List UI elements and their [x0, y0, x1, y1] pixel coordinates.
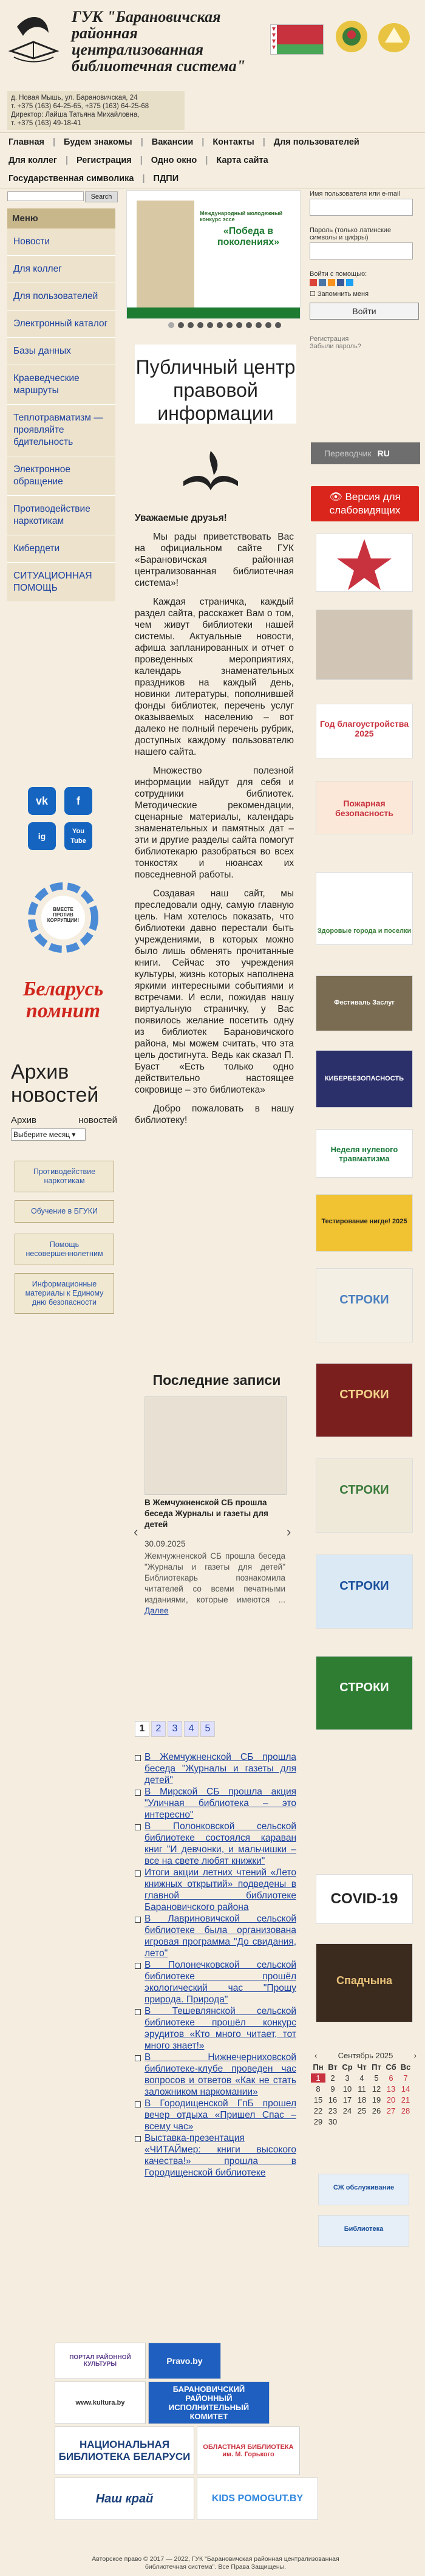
- nav-separator: |: [140, 137, 143, 147]
- tw-login-icon[interactable]: [346, 279, 353, 286]
- remember-me[interactable]: ☐ Запомнить меня: [310, 290, 369, 298]
- partner-logo[interactable]: KIDS POMOGUT.BY: [197, 2478, 318, 2520]
- nav-row-3: [0, 170, 425, 188]
- right-banner[interactable]: Здоровые города и поселки: [316, 872, 413, 945]
- calendar-prev-icon[interactable]: ‹: [314, 2051, 318, 2060]
- contact-phones: т. +375 (163) 64-25-65, +375 (163) 64-25-68: [11, 103, 149, 110]
- page-link[interactable]: 5: [200, 1721, 215, 1737]
- slider-dot[interactable]: [168, 322, 174, 328]
- right-banner[interactable]: Неделя нулевого травматизма: [316, 1129, 413, 1178]
- vk-login-icon[interactable]: [319, 279, 326, 286]
- side-menu: [7, 208, 115, 602]
- carousel-prev-icon[interactable]: ‹: [134, 1524, 138, 1539]
- vk-icon[interactable]: vk: [28, 787, 56, 815]
- news-list-item[interactable]: Выставка-презентация «ЧИТАЙмер: книги высокого качества!» прошла в Городищенской библиотеке: [135, 2132, 296, 2179]
- partner-logo[interactable]: Наш край: [55, 2478, 194, 2520]
- archive-label-right: новостей: [78, 1115, 117, 1125]
- register-link[interactable]: Регистрация: [310, 335, 349, 343]
- slider-subtitle: Международный молодежный конкурс эссе: [200, 210, 283, 222]
- calendar-grid: [311, 2063, 420, 2126]
- nav-state-symbols[interactable]: Государственная символика: [8, 174, 134, 184]
- slider-dot[interactable]: [217, 322, 223, 328]
- calendar-day[interactable]: 15: [313, 2095, 323, 2104]
- nav-pdpi[interactable]: ПДПИ: [153, 174, 179, 184]
- menu-item-cyberkids[interactable]: Кибердети: [7, 535, 115, 563]
- news-list: [135, 1751, 296, 2179]
- image-slider[interactable]: [126, 190, 301, 319]
- calendar-day[interactable]: 17: [342, 2095, 352, 2104]
- welcome-paragraph: Добро пожаловать в нашу библиотеку!: [135, 1104, 294, 1125]
- calendar-day[interactable]: 7: [403, 2073, 408, 2083]
- archive-select-value: Выберите месяц: [13, 1130, 70, 1139]
- slider-bottom-strip: [127, 307, 300, 318]
- partner-logo[interactable]: www.kultura.by: [55, 2382, 146, 2424]
- welcome-paragraph: Создавая наш сайт, мы преследовали одну, самую главную цель. Нам хотелось показать, что библиотеки давно перестали быть учреждениями, в которых можно было лишь обменять прочитанные книги. Сейчас это учреждения культуры, жизнь которых наполнена яркими интересными событиями и встречами. И если, пожидав нашу виртуальную страничку, у Вас появилось желание посетить одну из библиотек Барановичского района, мы можем считать, что эта цель достигнута. Ведь как сказал П. Буаст «Есть только одно действительно настоящее сокровище – это библиотека»: [135, 888, 294, 1095]
- news-more-link[interactable]: Далее: [144, 1606, 169, 1615]
- left-link-anti-drug[interactable]: Противодействие наркотикам: [15, 1161, 114, 1192]
- nav-one-window[interactable]: Одно окно: [151, 156, 197, 165]
- search-form: [7, 191, 117, 201]
- nav-separator: |: [262, 137, 265, 147]
- calendar-day[interactable]: 8: [316, 2084, 321, 2093]
- welcome-paragraph: Мы рады приветствовать Вас на официальном сайте ГУК «Барановичская районная централизованная библиотечная система»!: [135, 532, 294, 588]
- page-link[interactable]: 3: [168, 1721, 182, 1737]
- contacts-block: [7, 91, 185, 130]
- slider-caption: «Победа в поколениях»: [217, 226, 280, 247]
- left-link-bguki[interactable]: Обучение в БГУКИ: [15, 1200, 114, 1223]
- social-login-icons: [310, 279, 420, 286]
- right-banner[interactable]: Пожарная безопасность: [316, 781, 413, 834]
- news-date: 30.09.2025: [144, 1539, 186, 1548]
- nav-about[interactable]: Будем знакомы: [64, 137, 132, 147]
- welcome-paragraph: Каждая страничка, каждый раздел сайта, расскажет Вам о том, чем живут библиотеки нашей системы. Актуальные новости, афиша запланированных и отчет о проведенных мероприятиях, календарь знаменательных праздников на каждый день, новинки литературы, пополнившей фонды библиотек, перечень услуг оказываемых населению – вот далеко не полный перечень рубрик, доступных каждому пользователю нашего сайта.: [135, 597, 294, 757]
- facebook-icon[interactable]: f: [64, 787, 92, 815]
- news-list-item[interactable]: В Жемчужненской СБ прошла беседа "Журналы и газеты для детей": [135, 1751, 296, 1786]
- right-banner[interactable]: СТРОКИ: [316, 1458, 413, 1533]
- slider-dot[interactable]: [236, 322, 242, 328]
- nav-separator: |: [142, 174, 145, 184]
- right-banner[interactable]: [316, 534, 413, 592]
- contact-director-phone: т. +375 (163) 49-18-41: [11, 120, 81, 127]
- menu-item-appeal[interactable]: Электронное обращение: [7, 456, 115, 496]
- archive-title: Архив новостей: [11, 1060, 99, 1107]
- library-logo[interactable]: [5, 9, 63, 72]
- news-list-item[interactable]: В Полонковской сельской библиотеке состоялся караван книг "И девчонки, и мальчишки – все на свете любят книжки": [135, 1821, 296, 1867]
- calendar-day[interactable]: 18: [357, 2095, 367, 2104]
- slider-dot[interactable]: [197, 322, 203, 328]
- slider-photo: [137, 201, 194, 310]
- translator-label: Переводчик: [324, 448, 372, 458]
- ok-login-icon[interactable]: [328, 279, 335, 286]
- nav-row-1: [0, 133, 425, 151]
- nav-separator: |: [65, 156, 68, 165]
- right-banner[interactable]: Тестирование нигде! 2025: [316, 1194, 413, 1252]
- right-banner[interactable]: СТРОКИ: [316, 1554, 413, 1629]
- belarus-remembers-banner[interactable]: Беларусь помнит: [22, 978, 104, 1022]
- news-list-item[interactable]: В Тешевлянской сельской библиотеке прошёл конкурс эрудитов «Кто много читает, тот много знает!»: [135, 2005, 296, 2052]
- partner-logo[interactable]: Pravo.by: [148, 2343, 221, 2379]
- last-entries-title: Последние записи: [152, 1372, 281, 1388]
- calendar-title: Сентябрь 2025: [338, 2051, 393, 2060]
- calendar-day[interactable]: 25: [357, 2106, 367, 2115]
- star-banner-icon: [316, 534, 412, 591]
- coat-of-arms-icon: [334, 18, 369, 55]
- district-emblem-icon: [376, 18, 412, 55]
- news-list-item[interactable]: В Городищенской ГпБ прошел вечер отдыха «Пришел Спас – всему час»: [135, 2098, 296, 2132]
- welcome-heading: Уважаемые друзья!: [135, 513, 227, 523]
- main-nav: [0, 132, 425, 188]
- partner-logo[interactable]: ОБЛАСТНАЯ БИБЛИОТЕКА им. М. Горького: [197, 2427, 300, 2475]
- eye-icon: 👁: [329, 491, 345, 503]
- remember-me-label: Запомнить меня: [317, 290, 369, 298]
- right-banner[interactable]: Год благоустройства 2025: [316, 704, 413, 758]
- menu-item-catalog[interactable]: Электронный каталог: [7, 311, 115, 338]
- slider-dot[interactable]: [275, 322, 281, 328]
- calendar-weekday: Вт: [328, 2063, 338, 2072]
- nav-contacts[interactable]: Контакты: [212, 137, 254, 147]
- nav-separator: |: [52, 137, 56, 147]
- archive-month-select[interactable]: Выберите месяц ▾: [11, 1128, 86, 1141]
- news-carousel: [135, 1396, 294, 1646]
- translator-language: RU: [377, 448, 390, 458]
- menu-item-colleagues[interactable]: Для коллег: [7, 256, 115, 283]
- google-login-icon[interactable]: [310, 279, 317, 286]
- nav-home[interactable]: Главная: [8, 137, 44, 147]
- page-link[interactable]: 1: [135, 1721, 149, 1737]
- anti-corruption-banner[interactable]: [27, 881, 100, 954]
- menu-heading: Меню: [7, 208, 115, 228]
- calendar-day[interactable]: 27: [386, 2106, 396, 2115]
- calendar-day[interactable]: 5: [374, 2073, 379, 2083]
- right-banner[interactable]: СТРОКИ: [316, 1656, 413, 1730]
- slider-dots: [146, 322, 304, 331]
- calendar-day[interactable]: 9: [330, 2084, 335, 2093]
- calendar-weekday: Пт: [372, 2063, 381, 2072]
- site-header: [0, 0, 425, 131]
- news-list-item[interactable]: В Нижнечерниховской библиотеке-клубе проведен час вопросов и ответов «Как не стать заложником наркомании»: [135, 2052, 296, 2098]
- right-banner[interactable]: СТРОКИ: [316, 1268, 413, 1342]
- slider-dot[interactable]: [188, 322, 194, 328]
- welcome-text: [135, 512, 294, 1133]
- copyright: Авторское право © 2017 — 2022, ГУК "Барановичская районная централизованная библиотечная система". Все Права Защищены.: [92, 2555, 339, 2571]
- calendar-day[interactable]: 12: [372, 2084, 381, 2093]
- forgot-password-link[interactable]: Забыли пароль?: [310, 343, 361, 350]
- news-photo[interactable]: [144, 1396, 287, 1495]
- slider-dot[interactable]: [265, 322, 271, 328]
- youtube-icon[interactable]: You Tube: [64, 822, 92, 850]
- right-banner[interactable]: COVID-19: [316, 1874, 413, 1924]
- calendar-day[interactable]: 2: [330, 2073, 335, 2083]
- nav-separator: |: [202, 137, 205, 147]
- news-list-item[interactable]: В Полонечковской сельской библиотеке прошёл экологический час "Прошу природа. Природа": [135, 1959, 296, 2005]
- menu-item-news[interactable]: Новости: [7, 228, 115, 256]
- calendar-day[interactable]: 16: [328, 2095, 338, 2104]
- calendar-day[interactable]: 11: [358, 2084, 366, 2093]
- partner-logo[interactable]: БАРАНОВИЧСКИЙ РАЙОННЫЙ ИСПОЛНИТЕЛЬНЫЙ КОМИТЕТ: [148, 2382, 270, 2424]
- left-link-safety-day[interactable]: Информационные материалы к Единому дню безопасности: [15, 1273, 114, 1314]
- username-input[interactable]: [310, 199, 413, 216]
- calendar-day[interactable]: 20: [386, 2095, 396, 2104]
- right-small-banner[interactable]: Библиотека: [318, 2215, 409, 2247]
- menu-item-anti-drug[interactable]: Противодействие наркотикам: [7, 496, 115, 535]
- nav-colleagues[interactable]: Для коллег: [8, 156, 57, 165]
- news-list-item[interactable]: В Лавриновичской сельской библиотеке была организована игровая программа "До свидания, лето": [135, 1913, 296, 1959]
- menu-item-heat-injury[interactable]: Теплотравматизм — проявляйте бдительность: [7, 405, 115, 456]
- news-title[interactable]: В Жемчужненской СБ прошла беседа Журналы и газеты для детей: [144, 1498, 268, 1529]
- nav-register[interactable]: Регистрация: [76, 156, 132, 165]
- instagram-icon[interactable]: ig: [28, 822, 56, 850]
- calendar-day[interactable]: 1: [311, 2073, 325, 2083]
- slider-dot[interactable]: [256, 322, 262, 328]
- right-banner[interactable]: КИБЕРБЕЗОПАСНОСТЬ: [316, 1050, 413, 1108]
- calendar-day[interactable]: 26: [372, 2106, 381, 2115]
- calendar-day[interactable]: 28: [401, 2106, 410, 2115]
- calendar-weekday: Чт: [357, 2063, 367, 2072]
- calendar-day[interactable]: 29: [313, 2117, 323, 2126]
- slider-dot[interactable]: [246, 322, 252, 328]
- slider-dot[interactable]: [207, 322, 213, 328]
- calendar-day[interactable]: 22: [313, 2106, 323, 2115]
- menu-item-databases[interactable]: Базы данных: [7, 338, 115, 365]
- contact-address: д. Новая Мышь, ул. Барановичская, 24: [11, 94, 138, 101]
- search-input[interactable]: [7, 191, 84, 201]
- password-input[interactable]: [310, 242, 413, 259]
- nav-separator: |: [205, 156, 208, 165]
- welcome-paragraph: Множество полезной информации найдут для себя и сотрудники библиотек. Методические рекомендации, сценарные материалы, календарь знаменательных и памятных дат – эти и другие разделы сайта помогут библиотекарю разобраться во всех тонкостях и нюансах их повседневной работы.: [135, 766, 294, 880]
- belarus-flag-icon: [270, 24, 324, 55]
- partner-logo[interactable]: ПОРТАЛ РАЙОННОЙ КУЛЬТУРЫ: [55, 2343, 146, 2379]
- calendar-weekday: Вс: [400, 2063, 411, 2072]
- menu-item-situational-help[interactable]: СИТУАЦИОННАЯ ПОМОЩЬ: [7, 563, 115, 602]
- calendar-widget: [311, 2051, 420, 2126]
- calendar-day[interactable]: 19: [372, 2095, 381, 2104]
- calendar-day[interactable]: 3: [345, 2073, 350, 2083]
- site-title: ГУК "Барановичская районная централизованная библиотечная система": [72, 8, 246, 75]
- right-banner[interactable]: Спадчына: [316, 1943, 413, 2022]
- archive-label-left: Архив: [11, 1115, 37, 1125]
- password-label: Пароль (только латинские символы и цифры): [310, 227, 392, 241]
- anti-corruption-text: ВМЕСТЕ ПРОТИВ КОРРУПЦИИ!: [47, 907, 80, 923]
- fb-login-icon[interactable]: [337, 279, 344, 286]
- calendar-weekday: Пн: [313, 2063, 324, 2072]
- carousel-next-icon[interactable]: ›: [287, 1524, 291, 1539]
- calendar-next-icon[interactable]: ›: [413, 2051, 416, 2060]
- news-list-item[interactable]: В Мирской СБ прошла акция "Уличная библиотека – это интересно": [135, 1786, 296, 1821]
- nav-vacancies[interactable]: Вакансии: [151, 137, 194, 147]
- open-book-icon: [177, 439, 244, 506]
- page-link[interactable]: 2: [151, 1721, 166, 1737]
- login-form: [310, 190, 420, 350]
- calendar-day[interactable]: 10: [342, 2084, 352, 2093]
- slider-dot[interactable]: [178, 322, 184, 328]
- calendar-day[interactable]: 14: [401, 2084, 410, 2093]
- menu-item-routes[interactable]: Краеведческие маршруты: [7, 365, 115, 405]
- contact-director: Директор: Лайша Татьяна Михайловна,: [11, 111, 140, 118]
- low-vision-label: Версия для слабовидящих: [329, 491, 401, 516]
- calendar-header: [311, 2051, 420, 2060]
- right-banner[interactable]: [316, 610, 413, 680]
- legal-info-center-banner[interactable]: Публичный центр правовой информации: [135, 345, 296, 424]
- slider-dot[interactable]: [226, 322, 233, 328]
- low-vision-button[interactable]: [311, 486, 419, 521]
- page-link[interactable]: 4: [184, 1721, 199, 1737]
- nav-row-2: [0, 151, 425, 170]
- calendar-day[interactable]: 21: [401, 2095, 410, 2104]
- news-excerpt: [144, 1551, 285, 1616]
- partner-logo[interactable]: НАЦИОНАЛЬНАЯ БИБЛИОТЕКА БЕЛАРУСИ: [55, 2427, 194, 2475]
- nav-separator: |: [140, 156, 143, 165]
- username-label: Имя пользователя или e-mail: [310, 190, 400, 197]
- news-excerpt-text: Жемчужненской СБ прошла беседа "Журналы и газеты для детей" Библиотекарь познакомила читателей со всеми печатными изданиями, которые имеются ...: [144, 1551, 285, 1604]
- calendar-day[interactable]: 6: [389, 2073, 393, 2083]
- left-link-minors-help[interactable]: Помощь несовершеннолетним: [15, 1234, 114, 1265]
- social-login-label: Войти с помощью:: [310, 270, 367, 278]
- calendar-day[interactable]: 13: [386, 2084, 396, 2093]
- calendar-day[interactable]: 24: [342, 2106, 352, 2115]
- menu-item-users[interactable]: Для пользователей: [7, 283, 115, 311]
- right-banner[interactable]: Фестиваль Заслуг: [316, 975, 413, 1031]
- news-pagination: [135, 1721, 215, 1737]
- search-button[interactable]: Search: [85, 191, 118, 202]
- right-banner[interactable]: СТРОКИ: [316, 1363, 413, 1437]
- news-list-item[interactable]: Итоги акции летних чтений «Лето книжных открытий» подведены в главной библиотеке Барановичского района: [135, 1867, 296, 1913]
- partner-logos: [55, 2343, 370, 2549]
- archive-label: [11, 1115, 117, 1125]
- right-small-banner[interactable]: СЖ обслуживание: [318, 2174, 409, 2205]
- nav-sitemap[interactable]: Карта сайта: [216, 156, 268, 165]
- login-button[interactable]: Войти: [310, 303, 419, 320]
- calendar-day[interactable]: 4: [359, 2073, 364, 2083]
- calendar-weekday: Ср: [342, 2063, 353, 2072]
- calendar-weekday: Сб: [386, 2063, 396, 2072]
- nav-users[interactable]: Для пользователей: [273, 137, 359, 147]
- calendar-day[interactable]: 30: [328, 2117, 338, 2126]
- calendar-day[interactable]: 23: [328, 2106, 338, 2115]
- translator-widget[interactable]: [311, 442, 420, 464]
